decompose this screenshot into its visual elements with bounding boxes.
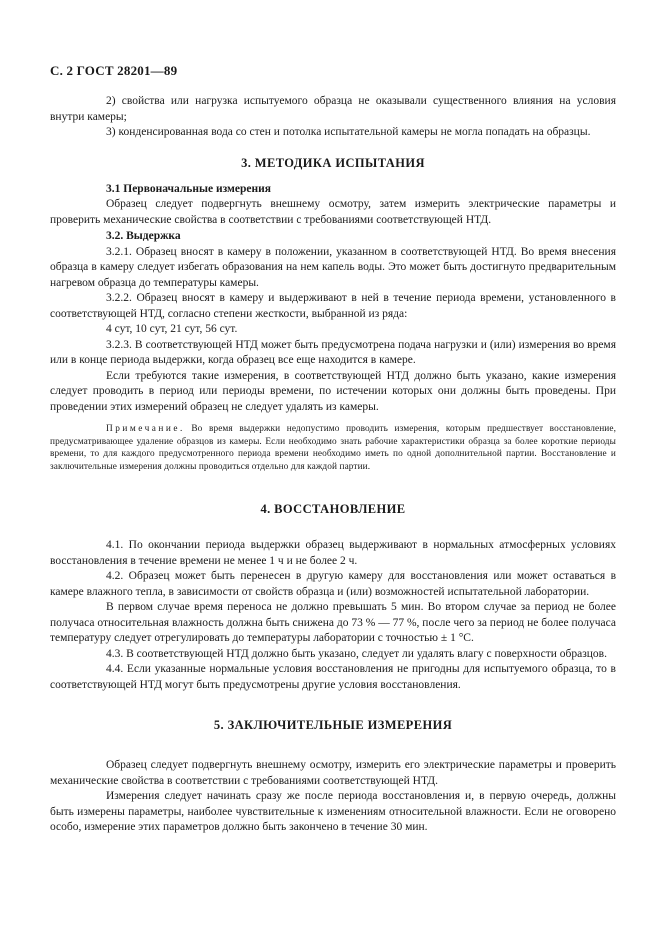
paragraph-3-2-1: 3.2.1. Образец вносят в камеру в положении, указанном в соответствующей НТД. Во время внесения образца в камеру следует избегать образования на нем капель воды. Это может быть достигнуто предварительным нагревом образца до температуры камеры. xyxy=(50,245,616,289)
paragraph-4-2: 4.2. Образец может быть перенесен в другую камеру для восстановления или может оставаться в камере влажного тепла, в зависимости от свойств образца и (или) возможностей испытательной лаборатории. xyxy=(50,570,616,598)
paragraph-3-2-2: 3.2.2. Образец вносят в камеру и выдерживают в ней в течение периода времени, установленного в соответствующей НТД, согласно степени жесткости, выбранной из ряда: xyxy=(50,292,616,320)
subsection-3-2-title: 3.2. Выдержка xyxy=(106,230,181,242)
note-text: Во время выдержки недопустимо проводить измерения, которым предшествует восстановление, предусматривающее удаление образцов из камеры. Если необходимо знать рабочие характеристики образца за более короткие периоды времени, то для каждого предусмотренного периода времени необходимо иметь по одной дополнительной партии. Восстановление и заключительные измерения должны проводиться отдельно для каждой партии. xyxy=(50,424,616,472)
page-header: С. 2 ГОСТ 28201—89 xyxy=(50,63,178,78)
note xyxy=(50,423,616,473)
document-body xyxy=(50,94,616,836)
paragraph-5-2: Измерения следует начинать сразу же после периода восстановления и, в первую очередь, должны быть измерены параметры, наиболее чувствительные к изменениям относительной влажности. Если не оговорено особо, измерение этих параметров должно быть закончено в течение 30 мин. xyxy=(50,790,616,833)
paragraph-5-1: Образец следует подвергнуть внешнему осмотру, измерить его электрические параметры и проверить механические свойства в соответствии с требованиями соответствующей НТД. xyxy=(50,759,616,787)
durations-list: 4 сут, 10 сут, 21 сут, 56 сут. xyxy=(106,323,238,335)
paragraph-4-1: 4.1. По окончании периода выдержки образец выдерживают в нормальных атмосферных условиях восстановления в течение времени не менее 1 ч и не более 2 ч. xyxy=(50,539,616,567)
section-4-title: 4. ВОССТАНОВЛЕНИЕ xyxy=(260,502,406,516)
paragraph-3-2-3-continued: Если требуются такие измерения, в соответствующей НТД должно быть указано, какие измерения следует проводить в период или периоды времени, по истечении которых они должны быть проведены. При проведении этих измерений образец не следует удалять из камеры. xyxy=(50,369,616,413)
subsection-3-1-title: 3.1 Первоначальные измерения xyxy=(106,182,271,195)
section-5-title: 5. ЗАКЛЮЧИТЕЛЬНЫЕ ИЗМЕРЕНИЯ xyxy=(213,718,453,732)
subsection-3-1-text: Образец следует подвергнуть внешнему осмотру, затем измерить электрические параметры и проверить механические свойства в соответствии с требованиями соответствующей НТД. xyxy=(50,198,616,226)
paragraph-4-4: 4.4. Если указанные нормальные условия восстановления не пригодны для испытуемого образца, то в соответствующей НТД могут быть предусмотрены другие условия восстановления. xyxy=(50,663,616,691)
paragraph-4-3: 4.3. В соответствующей НТД должно быть указано, следует ли удалять влагу с поверхности образцов. xyxy=(106,647,607,660)
note-label: Примечание. xyxy=(106,424,185,434)
intro-item-3: 3) конденсированная вода со стен и потолка испытательной камеры не могла попадать на образцы. xyxy=(106,126,591,138)
intro-item-2: 2) свойства или нагрузка испытуемого образца не оказывали существенного влияния на условия внутри камеры; xyxy=(50,95,616,123)
paragraph-3-2-3: 3.2.3. В соответствующей НТД может быть предусмотрена подача нагрузки и (или) измерения во время или в конце периода выдержки, когда образец все еще находится в камере. xyxy=(50,338,616,366)
section-3-title: 3. МЕТОДИКА ИСПЫТАНИЯ xyxy=(241,155,425,170)
paragraph-4-2-continued: В первом случае время переноса не должно превышать 5 мин. Во втором случае за период не более получаса относительная влажность должна быть снижена до 73 % — 77 %, после чего за период не более получаса температуру следует отрегулировать до температуры лаборатории с точностью ± 1 °С. xyxy=(50,601,616,644)
